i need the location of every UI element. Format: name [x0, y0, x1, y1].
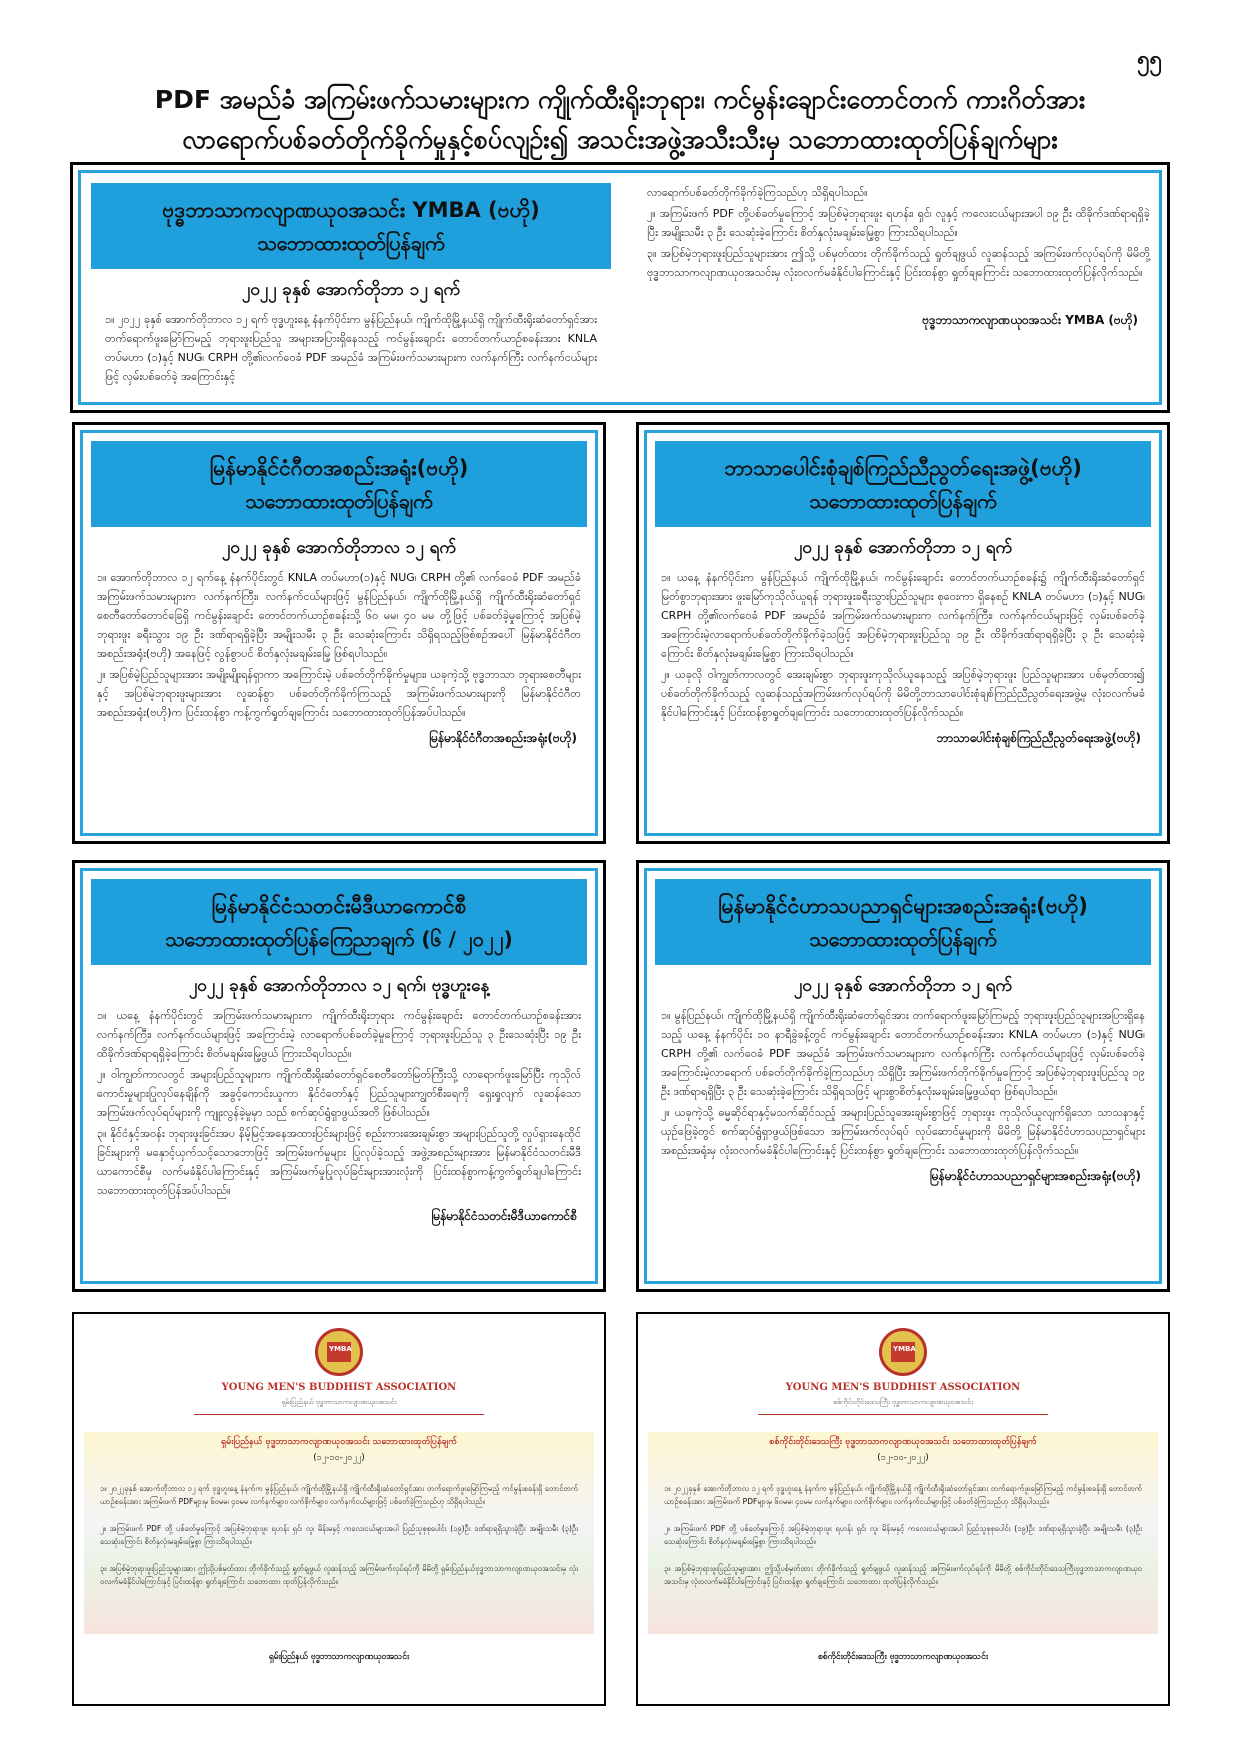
signature: စစ်ကိုင်းတိုင်းဒေသကြီး ဗုဒ္ဓဘာသာကလျာဏယုဝအသင်း: [818, 1652, 988, 1662]
association-subname: ရှမ်းပြည်နယ် ဗုဒ္ဓဘာသာကလျာဏယုဝအသင်း: [281, 1398, 397, 1406]
title-line-2: လာရောက်ပစ်ခတ်တိုက်ခိုက်မှုနှင့်စပ်လျဉ်း၍ အသင်းအဖွဲ့အသီးသီးမှ သဘောထားထုတ်ပြန်ချက်များ: [182, 125, 1058, 154]
paragraph: ၁။ ၂၀၂၂ခုနှစ် အောက်တိုဘာလ ၁၂ ရက် ဗုဒ္ဓဟူးနေ့ နံနက်က မွန်ပြည်နယ်၊ ကျိုက်ထိုမြို့နယ်ရှိ ကျိုက်ထီးရိုးဆံတော်ရှင်အား တက်ရောက်ဖူးမြော်ကြမည့် ကင်မွန်းစခန်းရှိ တောင်တက်ယာဉ်စခန်းအား အကြမ်းဖက် PDFများမှ ၆၀မမ၊ ၄၀မမ လက်နက်များ၊ လက်စိုက်များ၊ လက်နက်ငယ်များဖြင့် ပစ်ခတ်ခဲ့ကြသည်ဟု သိရှိရပါသည်။: [100, 1484, 578, 1506]
paragraph: ၁။ ၂၀၂၂ခုနှစ် အောက်တိုဘာလ ၁၂ ရက် ဗုဒ္ဓဟူးနေ့ နံနက်က မွန်ပြည်နယ်၊ ကျိုက်ထိုမြို့နယ်ရှိ ကျိုက်ထီးရိုးဆံတော်ရှင်အား တက်ရောက်ဖူးမြော်ကြမည့် ကင်မွန်းစခန်းရှိ တောင်တက်ယာဉ်စခန်းအား အကြမ်းဖက် PDFများမှ ၆၀မမ၊ ၄၀မမ လက်နက်များ၊ လက်စိုက်များ၊ လက်နက်ငယ်များဖြင့် ပစ်ခတ်ခဲ့ကြသည်ဟု သိရှိရပါသည်။: [664, 1484, 1142, 1506]
statement-ymba-central: [70, 162, 1170, 413]
letterhead-shan-ymba: [72, 1312, 606, 1706]
org-name: ဘာသာပေါင်းစုံချစ်ကြည်ညီညွတ်ရေးအဖွဲ့(ဗဟို): [724, 456, 1082, 480]
paragraph: ၂။ ယခုကဲ့သို့ ဓမ္မဆိုင်ရာနှင့်မသက်ဆိုင်သည့် အများပြည်သူအေးချမ်းစွာဖြင့် ဘုရားဖူး ကုသိုလ်ယူလျက်ရှိသော သာသနာနှင့် ယှဉ်ဖြေခဲ့တွင် စက်ဆုပ်ရွံရှာဖွယ်ဖြစ်သော အကြမ်းဖက်လုပ်ရပ် လုပ်ဆောင်မှုများကို မိမိတို့ မြန်မာနိုင်ငံဟာသပညာရှင်များအစည်းအရုံးမှ လုံးဝလက်မခံနိုင်ပါကြောင်းနှင့် ပြင်းထန်စွာ ရှုတ်ချကြောင်း သဘောထားထုတ်ပြန်လိုက်သည်။: [661, 1106, 1145, 1157]
statement-banner: [91, 879, 587, 965]
paragraph: ၃။ အပြစ်မဲ့ဘုရားဖူးပြည်သူများအား ဤသို့ပစ်မှတ်ထား တိုက်ခိုက်သည့် ရှုတ်ချဖွယ် လူဆန်သည့် အကြမ်းဖက်လုပ်ရပ်ကို မိမိတို့ စစ်ကိုင်းတိုင်းဒေသကြီးဗုဒ္ဓဘာသာကလျာဏယုဝအသင်းမှ လုံးဝလက်မခံနိုင်ပါကြောင်းနှင့် ပြင်းထန်စွာ ရှုတ်ချကြောင်း သဘောထား ထုတ်ပြန်လိုက်သည်။: [664, 1564, 1142, 1586]
page-title: [60, 80, 1180, 160]
statement-date: ၂၀၂၂ ခုနှစ် အောက်တိုဘာလ ၁၂ ရက်၊ ဗုဒ္ဓဟူးနေ့: [188, 976, 490, 996]
statement-comedians-association: [636, 860, 1170, 1292]
org-name: ဗုဒ္ဓဘာသာကလျာဏယုဝအသင်း YMBA (ဗဟို): [162, 198, 540, 222]
signature: မြန်မာနိုင်ငံသတင်းမီဒီယာကောင်စီ: [431, 1209, 577, 1223]
paragraph: ၁။ ၂၀၂၂ ခုနှစ် အောက်တိုဘာလ ၁၂ ရက် ဗုဒ္ဓဟူးနေ့ နံနက်ပိုင်းက မွန်ပြည်နယ်၊ ကျိုက်ထိုမြို့နယ်ရှိ ကျိုက်ထီးရိုးဆံတော်ရှင်အား တက်ရောက်ဖူးမြော်ကြမည့် ဘုရားဖူးပြည်သူ အများအပြားရှိနေသည့် ကင်မွန်းချောင်း တောင်တက်ယာဉ်စခန်းအား KNLA တပ်မဟာ (၁)နှင့် NUG၊ CRPH တို့၏လက်ဝေခံ PDF အမည်ခံ အကြမ်းဖက်သမားများက လက်နက်ကြီး လက်နက်ငယ်များဖြင့် လှမ်းပစ်ခတ်ခဲ့ အကြောင်းနှင့်: [105, 313, 597, 383]
statement-banner: [655, 879, 1151, 965]
title-line-1: PDF အမည်ခံ အကြမ်းဖက်သမားများက ကျိုက်ထီးရိုးဘုရား၊ ကင်မွန်းချောင်းတောင်တက် ကားဂိတ်အား: [154, 85, 1086, 114]
paragraph: ၃။ အပြစ်မဲ့ဘုရားဖူးပြည်သူများအား ဤသို့ ပစ်မှတ်ထား တိုက်ခိုက်သည့် ရှုတ်ချဖွယ် လူဆန်သည့် အကြမ်းဖက်လုပ်ရပ်ကို မိမိတို့ဗုဒ္ဓဘာသာကလျာဏယုဝအသင်းမှ လုံးဝလက်မခံနိုင်ပါကြောင်းနှင့် ပြင်းထန်စွာ ရှုတ်ချကြောင်း သဘောထားထုတ်ပြန်လိုက်သည်။: [647, 247, 1150, 279]
paragraph: ၃။ အပြစ်မဲ့ဘုရားဖူးပြည်သူများအား ဤသို့ပစ်မှတ်ထား တိုက်ခိုက်သည့် ရှုတ်ချဖွယ် လူဆန်သည့် အကြမ်းဖက်လုပ်ရပ်ကို မိမိတို့ ရှမ်းပြည်နယ်ဗုဒ္ဓဘာသာကလျာဏယုဝအသင်းမှ လုံးဝလက်မခံနိုင်ပါကြောင်းနှင့် ပြင်းထန်စွာ ရှုတ်ချကြောင်း သဘောထား ထုတ်ပြန်လိုက်သည်။: [100, 1564, 578, 1586]
signature: ဘာသာပေါင်းစုံချစ်ကြည်ညီညွတ်ရေးအဖွဲ့(ဗဟို): [936, 731, 1141, 745]
paragraph: ၂။ ဝါကျွတ်ကာလတွင် အများပြည်သူများက ကျိုက်ထီးရိုးဆံတော်ရှင်စေတီတော်မြတ်ကြီးသို့ လာရောက်ဖူးမြော်ပြီး ကုသိုလ်ကောင်းမှုများပြုလုပ်နေချိန်ကို အခွင့်ကောင်းယူကာ နိုင်ငံတော်နှင့် ပြည်သူများကျွတ်စီးရေကို ရှေးရှုလျက် လူဆန်သော အကြမ်းဖက်လုပ်ရပ်များကို ကျူးလွန်ခဲ့မှုမှာ သည် စက်ဆုပ်ရွံရှာဖွယ်အတိ ဖြစ်ပါသည်။: [97, 1068, 581, 1119]
statement-subtitle: သဘောထားထုတ်ပြန်ချက်: [809, 489, 997, 513]
paragraph: ၁။ မွန်ပြည်နယ်၊ ကျိုက်ထိုမြို့နယ်ရှိ ကျိုက်ထီးရိုးဆံတော်ရှင်အား တက်ရောက်ဖူးမြော်ကြမည့် ဘုရားဖူးပြည်သူများအပြားရှိနေသည့် ယနေ့ နံနက်ပိုင်း ၁၀ နာရီခွဲခန့်တွင် ကင်မွန်းချောင်း တောင်တက်ယာဉ်စခန်းအား KNLA တပ်မဟာ (၁)နှင့် NUG၊ CRPH တို့၏ လက်ဝေခံ PDF အမည်ခံ အကြမ်းဖက်သမားများက လက်နက်ကြီး လက်နက်ငယ်များဖြင့် လှမ်းပစ်ခတ်ခဲ့ အကြောင်းမဲ့လာရောက် ပစ်ခတ်တိုက်ခိုက်ခဲ့ကြသည်ဟု သိရှိပြီး အကြမ်းဖက်တိုက်ခိုက်မှုကြောင့် အပြစ်မဲ့ဘုရားဖူးပြည်သူ ၁၉ ဦး ဒဏ်ရာရရှိပြီး ၃ ဦး သေဆုံးခဲ့ကြောင်း သိရှိရသဖြင့် များစွာစိတ်နှလုံးမချမ်းမြေ့ဖွယ်ရာ ဖြစ်ရပါသည်။: [661, 1009, 1145, 1098]
signature: ဗုဒ္ဓဘာသာကလျာဏယုဝအသင်း YMBA (ဗဟို): [922, 313, 1138, 327]
association-name: YOUNG MEN'S BUDDHIST ASSOCIATION: [785, 1382, 1021, 1393]
statement-interfaith-group: [636, 422, 1170, 844]
paragraph: ၁။ ယနေ့ နံနက်ပိုင်းက မွန်ပြည်နယ် ကျိုက်ထိုမြို့နယ်၊ ကင်မွန်းချောင်း တောင်တက်ယာဉ်စခန်း၌ ကျိုက်ထီးရိုးဆံတော်ရှင်မြတ်စွာဘုရားအား ဖူးမြော်ကုသိုလ်ယူရန် ဘုရားဖူးခရီးသွားပြည်သူများ စုဝေးကာ ရှိနေစဉ် KNLA တပ်မဟာ (၁)နှင့် NUG၊ CRPH တို့၏လက်ဝေခံ PDF အမည်ခံ အကြမ်းဖက်သမားများက လက်နက်ကြီး၊ လက်နက်ငယ်များဖြင့် လှမ်းပစ်ခတ်ခဲ့ အကြောင်းမဲ့လာရောက်ပစ်ခတ်တိုက်ခိုက်ခဲ့သဖြင့် အပြစ်မဲ့ဘုရားဖူးပြည်သူ ၁၉ ဦး ထိခိုက်ဒဏ်ရာရရှိခဲ့ပြီး ၃ ဦး သေဆုံးခဲ့ကြောင်း စိတ်နှလုံးမချမ်းမြေ့စွာ ကြားသိရပါသည်။: [661, 571, 1145, 660]
statement-date: ၂၀၂၂ ခုနှစ် အောက်တိုဘာ ၁၂ ရက်: [241, 280, 461, 300]
divider: [194, 1414, 484, 1415]
statement-banner: [655, 441, 1151, 527]
divider: [758, 1414, 1048, 1415]
org-name: မြန်မာနိုင်ငံဟာသပညာရှင်များအစည်းအရုံး(ဗဟို): [718, 894, 1088, 918]
signature: ရှမ်းပြည်နယ် ဗုဒ္ဓဘာသာကလျာဏယုဝအသင်း: [268, 1652, 410, 1662]
statement-date: ၂၀၂၂ ခုနှစ် အောက်တိုဘာလ ၁၂ ရက်: [221, 538, 457, 558]
statement-music-association: [72, 422, 606, 844]
letter-date: (၁၂-၁၀-၂၀၂၂): [877, 1453, 929, 1463]
paragraph: ၁။ အောက်တိုဘာလ ၁၂ ရက်နေ့ နံနက်ပိုင်းတွင် KNLA တပ်မဟာ(၁)နှင့် NUG၊ CRPH တို့၏ လက်ဝေခံ PDF အမည်ခံ အကြမ်းဖက်သမားများက လက်နက်ကြီး၊ လက်နက်ငယ်များဖြင့် မွန်ပြည်နယ်၊ ကျိုက်ထိုမြို့နယ်ရှိ ကျိုက်ထီးရိုးဆံတော်ရှင်စေတီတော်တောင်ခြေရှိ ကင်မွန်းချောင်း တောင်တက်ယာဉ်စခန်းသို့ ၆၀ မမ၊ ၄၀ မမ တို့ဖြင့် ပစ်ခတ်ခဲ့မှုကြောင့် အပြစ်မဲ့ ဘုရားဖူး ခရီးသွား ၁၉ ဦး ဒဏ်ရာရရှိခဲ့ပြီး အမျိုးသမီး ၃ ဦး သေဆုံးကြောင်း သိရှိရသည့်ဖြစ်စဉ်အပေါ် မြန်မာနိုင်ငံဂီတအစည်းအရုံး(ဗဟို) အနေဖြင့် လွန်စွာပင် စိတ်နှလုံးမချမ်းမြေ့ ဖြစ်ရပါသည်။: [97, 571, 581, 660]
paragraph: ၁။ ယနေ့ နံနက်ပိုင်းတွင် အကြမ်းဖက်သမားများက ကျိုက်ထီးရိုးဘုရား ကင်မွန်းချောင်း တောင်တက်ယာဉ်စခန်းအား လက်နက်ကြီး၊ လက်နက်ငယ်များဖြင့် အကြောင်းမဲ့ လာရောက်ပစ်ခတ်ခဲ့မှုကြောင့် ဘုရားဖူးပြည်သူ ၃ ဦးသေဆုံးပြီး ၁၉ ဦး ထိခိုက်ဒဏ်ရာရရှိခဲ့ကြောင်း စိတ်မချမ်းမြေ့ဖွယ် ကြားသိရပါသည်။: [97, 1009, 581, 1060]
statement-news-media-council: [72, 860, 606, 1292]
statement-subtitle: သဘောထားထုတ်ပြန်ချက်: [245, 489, 433, 513]
letterhead-sagaing-ymba: [636, 1312, 1170, 1706]
statement-banner: [91, 183, 611, 269]
paragraph: ၂။ အကြမ်းဖက် PDF တို့ပစ်ခတ်မှုကြောင့် အပြစ်မဲ့ဘုရားဖူး ရဟန်း၊ ရှင်၊ လူနှင့် ကလေးငယ်များအပါ ၁၉ ဦး ထိခိုက်ဒဏ်ရာရရှိခဲ့ပြီး အမျိုးသမီး ၃ ဦး သေဆုံးခဲ့ကြောင်း စိတ်နှလုံးမချမ်းမြေ့စွာ ကြားသိရပါသည်။: [647, 207, 1150, 239]
statement-subtitle: သဘောထားထုတ်ပြန်ချက်: [257, 231, 445, 255]
letter-body: [664, 1482, 1142, 1602]
statement-date: ၂၀၂၂ ခုနှစ် အောက်တိုဘာ ၁၂ ရက်: [793, 538, 1013, 558]
paragraph: ၂။ အကြမ်းဖက် PDF တို့ ပစ်ခတ်မှုကြောင့် အပြစ်မဲ့ဘုရားဖူး ရဟန်း ရှင်၊ လူ၊ မိန်းမနှင့် ကလေးငယ်များအပါ ပြည်သူစုစုပေါင်း (၁၉)ဦး ဒဏ်ရာရရှိသွားခဲ့ပြီး အမျိုးသမီး (၃)ဦး သေဆုံးကြောင်း စိတ်နှလုံးမချမ်းမြေ့စွာ ကြားသိရပါသည်။: [664, 1524, 1142, 1546]
statement-subtitle: သဘောထားထုတ်ပြန်ကြေညာချက် (၆ / ၂၀၂၂): [165, 927, 513, 951]
signature: မြန်မာနိုင်ငံဂီတအစည်းအရုံး(ဗဟို): [429, 731, 577, 745]
paragraph: လာရောက်ပစ်ခတ်တိုက်ခိုက်ခဲ့ကြသည်ဟု သိရှိရပါသည်။: [647, 186, 868, 199]
statement-date: ၂၀၂၂ ခုနှစ် အောက်တိုဘာ ၁၂ ရက်: [793, 976, 1013, 996]
paragraph: ၂။ အကြမ်းဖက် PDF တို့ ပစ်ခတ်မှုကြောင့် အပြစ်မဲ့ဘုရားဖူး ရဟန်း ရှင်၊ လူ၊ မိန်းမနှင့် ကလေးငယ်များအပါ ပြည်သူစုစုပေါင်း (၁၉)ဦး ဒဏ်ရာရရှိသွားခဲ့ပြီး အမျိုးသမီး (၃)ဦး သေဆုံးကြောင်း စိတ်နှလုံးမချမ်းမြေ့စွာ ကြားသိရပါသည်။: [100, 1524, 578, 1546]
page-number: ၅၅: [1137, 47, 1162, 72]
paragraph: ၂။ ယခုလို ဝါကျွတ်ကာလတွင် အေးချမ်းစွာ ဘုရားဖူးကုသိုလ်ယူနေသည့် အပြစ်မဲ့ဘုရားဖူး ပြည်သူများအား ပစ်မှတ်ထား၍ ပစ်ခတ်တိုက်ခိုက်သည့် လူဆန်သည့်အကြမ်းဖက်လုပ်ရပ်ကို မိမိတို့ဘာသာပေါင်းစုံချစ်ကြည်ညီညွတ်ရေးအဖွဲ့မှ လုံးဝလက်မခံနိုင်ပါကြောင်းနှင့် ပြင်းထန်စွာရှုတ်ချကြောင်း သဘောထားထုတ်ပြန်လိုက်သည်။: [661, 668, 1145, 719]
signature: မြန်မာနိုင်ငံဟာသပညာရှင်များအစည်းအရုံး(ဗဟို): [929, 1169, 1141, 1183]
org-name: မြန်မာနိုင်ငံသတင်းမီဒီယာကောင်စီ: [211, 894, 467, 918]
ymba-logo-icon: YMBA: [879, 1328, 927, 1376]
paragraph: ၃။ နိုင်ငံနှင့်အဝန်း ဘုရားဖူးခြင်းအပ နိမ့်မြင့်အနေအထားပြင်းများဖြင့် စည်းကားအေးချမ်းစွာ အများပြည်သူတို့ လှုပ်ရှားနေထိုင်ခြင်းများကို မနှောင့်ယှက်သင့်သောဘောဖြင့် အကြမ်းဖက်မှုများ ပြုလုပ်ခဲ့သည့် အဖွဲ့အစည်းများအား မြန်မာနိုင်ငံသတင်းမီဒီယာကောင်စီမှ လက်မခံနိုင်ပါကြောင်းနှင့် အကြမ်းဖက်မှုပြုလုပ်ခြင်းများအားလုံးကို ပြင်းထန်စွာကန့်ကွက်ရှုတ်ချပါကြောင်း သဘောထားထုတ်ပြန်အပ်ပါသည်။: [97, 1127, 581, 1197]
association-name: YOUNG MEN'S BUDDHIST ASSOCIATION: [221, 1382, 457, 1393]
ymba-logo-icon: YMBA: [315, 1328, 363, 1376]
letter-title: ရှမ်းပြည်နယ် ဗုဒ္ဓဘာသာကလျာဏယုဝအသင်း သဘောထားထုတ်ပြန်ချက်: [220, 1437, 458, 1447]
association-subname: စစ်ကိုင်းတိုင်းဒေသကြီး ဗုဒ္ဓဘာသာကလျာဏယုဝအသင်း: [833, 1398, 973, 1406]
statement-banner: [91, 441, 587, 527]
statement-subtitle: သဘောထားထုတ်ပြန်ချက်: [809, 927, 997, 951]
org-name: မြန်မာနိုင်ငံဂီတအစည်းအရုံး(ဗဟို): [209, 456, 469, 480]
letter-title: စစ်ကိုင်းတိုင်းဒေသကြီး ဗုဒ္ဓဘာသာကလျာဏယုဝအသင်း သဘောထားထုတ်ပြန်ချက်: [769, 1437, 1037, 1447]
letter-body: [100, 1482, 578, 1602]
paragraph: ၂။ အပြစ်မဲ့ပြည်သူများအား အမျိုးမျိုးရန်ရှာကာ အကြောင်းမဲ့ ပစ်ခတ်တိုက်ခိုက်မှုများ၊ ယခုကဲ့သို့ ဗုဒ္ဓဘာသာ ဘုရားစေတီများနှင့် အပြစ်မဲ့ဘုရားဖူးများအား လူဆန်စွာ ပစ်ခတ်တိုက်ခိုက်ကြသည့် အကြမ်းဖက်သမားများကို မြန်မာနိုင်ငံဂီတအစည်းအရုံး(ဗဟို)က ပြင်းထန်စွာ ကန့်ကွက်ရှုတ်ချကြောင်း သဘောထားထုတ်ပြန်အပ်ပါသည်။: [97, 668, 581, 719]
letter-date: (၁၂-၁၀-၂၀၂၂): [313, 1453, 365, 1463]
